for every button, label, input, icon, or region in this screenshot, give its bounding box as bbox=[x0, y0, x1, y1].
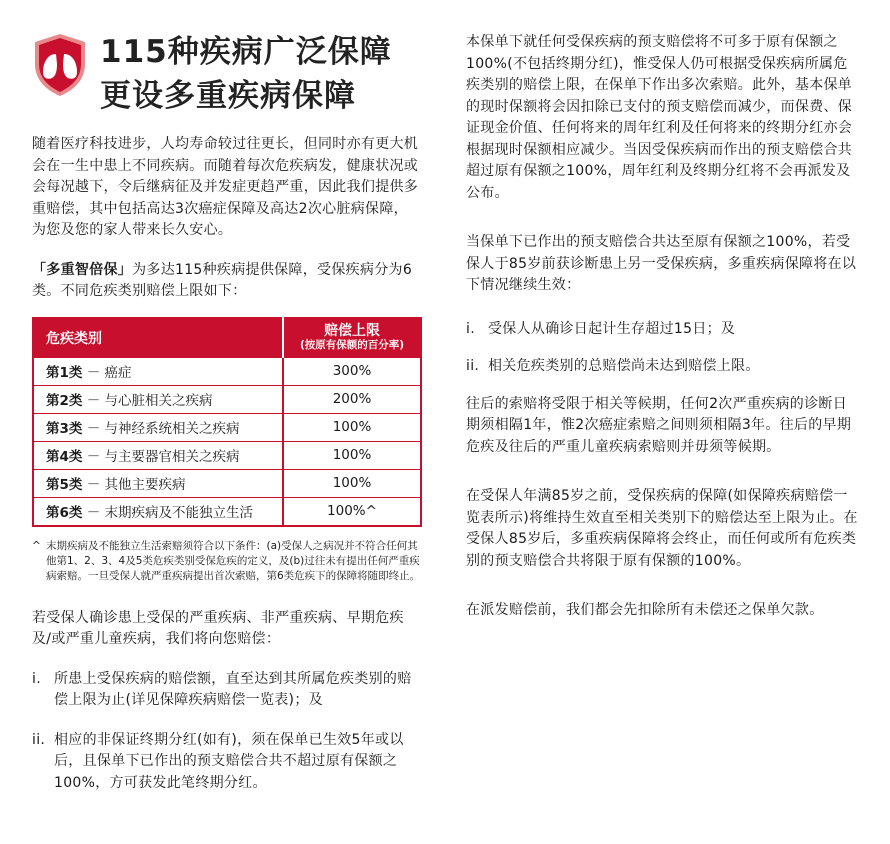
title-line-2: 更设多重疾病保障 bbox=[100, 78, 356, 114]
page-title bbox=[100, 30, 392, 118]
category-label: 第2类 bbox=[46, 393, 83, 409]
table-row bbox=[33, 357, 421, 385]
category-label: 第3类 bbox=[46, 421, 83, 437]
list-text: 受保人从确诊日起计生存超过15日；及 bbox=[488, 320, 736, 337]
category-cell bbox=[33, 469, 283, 497]
category-desc: － 其他主要疾病 bbox=[86, 477, 186, 493]
list-text: 相关危疾类别的总赔偿尚未达到赔偿上限。 bbox=[488, 358, 760, 374]
waiting-period-paragraph: 往后的索赔将受限于相关等候期，任何2次严重疾病的诊断日期须相隔1年，惟2次癌症索赔之间则须相隔3年。往后的早期危疾及往后的严重儿童疾病索赔则并毋须等候期。 bbox=[466, 395, 852, 455]
header-limit bbox=[283, 318, 421, 358]
limit-cell: 300% bbox=[283, 357, 421, 385]
category-cell bbox=[33, 357, 283, 385]
multi-claim-paragraph bbox=[32, 260, 422, 303]
list-item bbox=[32, 730, 422, 795]
category-label: 第5类 bbox=[46, 477, 83, 493]
category-label: 第6类 bbox=[46, 505, 83, 521]
footnote-mark: ^ bbox=[32, 539, 41, 552]
list-item bbox=[32, 669, 422, 712]
advance-payment-paragraph: 本保单下就任何受保疾病的预支赔偿将不可多于原有保额之100%(不包括终期分红)，惟受保人仍可根据受保疾病所属危疾类别的赔偿上限，在保单下作出多次索赔。此外，基本保单的现时保额将会因扣除已支付的预支赔偿而减少，而保费、保证现金价值、任何将来的周年红利及任何将来的终期分红亦会根据现时保额相应减少。当因受保疾病而作出的预支赔偿合共超过原有保额之100%，周年红利及终期分红将不会再派发及公布。 bbox=[466, 34, 853, 201]
title-line-1: 115种疾病广泛保障 bbox=[100, 34, 392, 70]
product-name-highlight: 「多重智倍保」 bbox=[32, 261, 133, 278]
header-limit-title: 赔偿上限 bbox=[324, 322, 380, 339]
category-label: 第4类 bbox=[46, 449, 83, 465]
list-number: i. bbox=[466, 320, 475, 337]
category-desc: － 与心脏相关之疾病 bbox=[86, 393, 213, 409]
category-cell bbox=[33, 385, 283, 413]
age-limit-paragraph: 在受保人年满85岁之前，受保疾病的保障(如保障疾病赔偿一览表所示)将维持生效直至相关类别下的赔偿达至上限为止。在受保人85岁后，多重疾病保障将会终止，而任何或所有危疾类别的预支赔偿合共将限于原有保额的100%。 bbox=[466, 488, 858, 569]
header-limit-subtitle: (按原有保额的百分率) bbox=[299, 338, 405, 351]
list-text: 所患上受保疾病的赔偿额，直至达到其所属危疾类别的赔偿上限为止(详见保障疾病赔偿一览表)；及 bbox=[54, 670, 412, 708]
table-header-row bbox=[33, 318, 421, 358]
category-desc: － 与神经系统相关之疾病 bbox=[86, 421, 240, 437]
table-row bbox=[33, 497, 421, 526]
list-text: 相应的非保证终期分红(如有)，须在保单已生效5年或以后，且保单下已作出的预支赔偿合共不超过原有保额之100%，方可获发此笔终期分红。 bbox=[54, 731, 404, 791]
lung-cross-shield-icon bbox=[32, 32, 88, 98]
limit-cell: 100% bbox=[283, 441, 421, 469]
table-row bbox=[33, 469, 421, 497]
limit-cell: 200% bbox=[283, 385, 421, 413]
table-row bbox=[33, 385, 421, 413]
compensation-list bbox=[32, 669, 422, 795]
category-cell bbox=[33, 441, 283, 469]
list-number: ii. bbox=[32, 731, 46, 748]
header-category: 危疾类别 bbox=[33, 318, 283, 358]
continuation-paragraph: 当保单下已作出的预支赔偿合共达至原有保额之100%，若受保人于85岁前获诊断患上另一受保疾病，多重疾病保障将在以下情况继续生效： bbox=[466, 234, 857, 293]
table-footnote bbox=[32, 539, 422, 584]
category-desc: － 末期疾病及不能独立生活 bbox=[86, 505, 253, 521]
category-cell bbox=[33, 413, 283, 441]
limit-cell: 100% bbox=[283, 413, 421, 441]
list-number: ii. bbox=[466, 358, 480, 374]
table-row bbox=[33, 413, 421, 441]
limit-cell: 100% bbox=[283, 469, 421, 497]
list-item bbox=[466, 319, 858, 341]
right-column bbox=[466, 32, 858, 622]
continuation-conditions-list bbox=[466, 319, 858, 378]
compensation-paragraph: 若受保人确诊患上受保的严重疾病、非严重疾病、早期危疾及/或严重儿童疾病，我们将向您赔偿： bbox=[32, 609, 404, 647]
intro-paragraph: 随着医疗科技进步，人均寿命较过往更长，但同时亦有更大机会在一生中患上不同疾病。而随着每次危疾病发，健康状况或会每况越下，令后继病征及并发症更趋严重，因此我们提供多重赔偿，其中包括高达3次癌症保障及高达2次心脏病保障，为您及您的家人带来长久安心。 bbox=[32, 136, 419, 238]
limit-cell: 100%^ bbox=[283, 497, 421, 526]
left-column bbox=[32, 30, 422, 812]
table-row bbox=[33, 441, 421, 469]
list-number: i. bbox=[32, 670, 41, 687]
header bbox=[32, 30, 422, 118]
category-desc: － 与主要器官相关之疾病 bbox=[86, 449, 240, 465]
footnote-text: 末期疾病及不能独立生活索赔须符合以下条件：(a)受保人之病况并不符合任何其他第1、2、3、4及5类危疾类别受保危疾的定义，及(b)过往未有提出任何严重疾病索赔。一旦受保人就严重疾病提出首次索赔，第6类危疾下的保障将随即终止。 bbox=[46, 539, 421, 582]
multi-claim-text: 为多达115种疾病提供保障，受保疾病分为6类。不同危疾类别赔偿上限如下： bbox=[32, 261, 413, 299]
category-cell bbox=[33, 497, 283, 526]
deduction-paragraph: 在派发赔偿前，我们都会先扣除所有未偿还之保单欠款。 bbox=[466, 602, 824, 618]
category-label: 第1类 bbox=[46, 365, 83, 381]
claim-limit-table bbox=[32, 317, 422, 527]
list-item bbox=[466, 356, 858, 378]
category-desc: － 癌症 bbox=[86, 365, 132, 381]
